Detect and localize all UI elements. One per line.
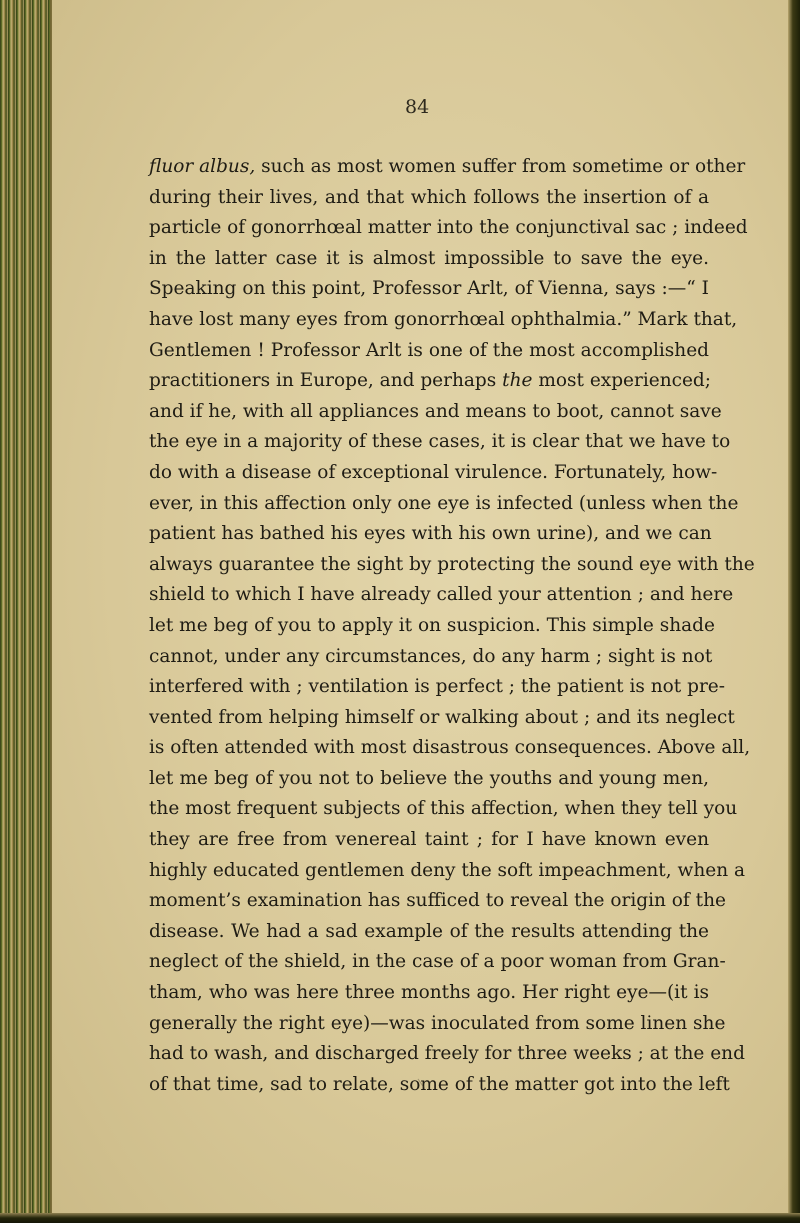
text-line-3: particle of gonorrhœal matter into the conjunctival sac ; indeed xyxy=(149,217,748,239)
text-line-23: they are free from venereal taint ; for I have known even xyxy=(149,829,709,851)
italic-phrase: fluor albus, xyxy=(149,156,256,177)
page-number: 84 xyxy=(405,96,430,118)
text-line-30: had to wash, and discharged freely for three weeks ; at the end xyxy=(149,1043,745,1065)
text-line-1 xyxy=(149,152,746,183)
text-line-18: interfered with ; ventilation is perfect ; the patient is not pre- xyxy=(149,676,725,698)
text-line-13: patient has bathed his eyes with his own urine), and we can xyxy=(149,523,712,545)
text-line-19: vented from helping himself or walking about ; and its neglect xyxy=(149,706,735,728)
text-line-14: always guarantee the sight by protecting the sound eye with the xyxy=(149,553,755,575)
line-text: most experienced; xyxy=(532,370,712,392)
text-line-7: Gentlemen ! Professor Arlt is one of the most accomplished xyxy=(149,339,709,361)
text-line-11: do with a disease of exceptional virulence. Fortunately, how- xyxy=(149,461,718,483)
text-line-20: is often attended with most disastrous consequences. Above all, xyxy=(149,737,751,759)
text-line-6: have lost many eyes from gonorrhœal ophthalmia.” Mark that, xyxy=(149,308,738,330)
text-line-4: in the latter case it is almost impossible to save the eye. xyxy=(149,247,709,269)
text-line-2: during their lives, and that which follows the insertion of a xyxy=(149,186,709,208)
text-line-26: disease. We had a sad example of the results attending the xyxy=(149,920,709,942)
text-line-27: neglect of the shield, in the case of a poor woman from Gran- xyxy=(149,951,726,973)
text-line-24: highly educated gentlemen deny the soft impeachment, when a xyxy=(149,859,746,881)
text-line-17: cannot, under any circumstances, do any harm ; sight is not xyxy=(149,645,713,667)
italic-phrase: the xyxy=(502,370,533,392)
text-line-12: ever, in this affection only one eye is infected (unless when the xyxy=(149,492,739,514)
text-line-29: generally the right eye)—was inoculated from some linen she xyxy=(149,1012,726,1034)
line-text: such as most women suffer from sometime or other xyxy=(255,156,746,177)
text-line-31: of that time, sad to relate, some of the matter got into the left xyxy=(149,1073,730,1095)
text-line-10: the eye in a majority of these cases, it is clear that we have to xyxy=(149,431,731,453)
body-text xyxy=(149,152,755,1100)
text-line-5: Speaking on this point, Professor Arlt, of Vienna, says :—“ I xyxy=(149,278,709,300)
text-line-15: shield to which I have already called your attention ; and here xyxy=(149,584,734,606)
text-line-22: the most frequent subjects of this affection, when they tell you xyxy=(149,798,738,820)
text-line-28: tham, who was here three months ago. Her right eye—(it is xyxy=(149,982,709,1004)
book-binding-edge xyxy=(0,0,52,1223)
text-line-16: let me beg of you to apply it on suspicion. This simple shade xyxy=(149,614,715,636)
text-line-8 xyxy=(149,366,712,397)
right-page-edge xyxy=(788,0,800,1223)
text-line-9: and if he, with all appliances and means to boot, cannot save xyxy=(149,400,722,422)
text-line-25: moment’s examination has sufficed to reveal the origin of the xyxy=(149,890,726,912)
text-line-21: let me beg of you not to believe the youths and young men, xyxy=(149,767,709,789)
bottom-page-edge xyxy=(0,1213,800,1223)
line-text: practitioners in Europe, and perhaps xyxy=(149,370,497,392)
